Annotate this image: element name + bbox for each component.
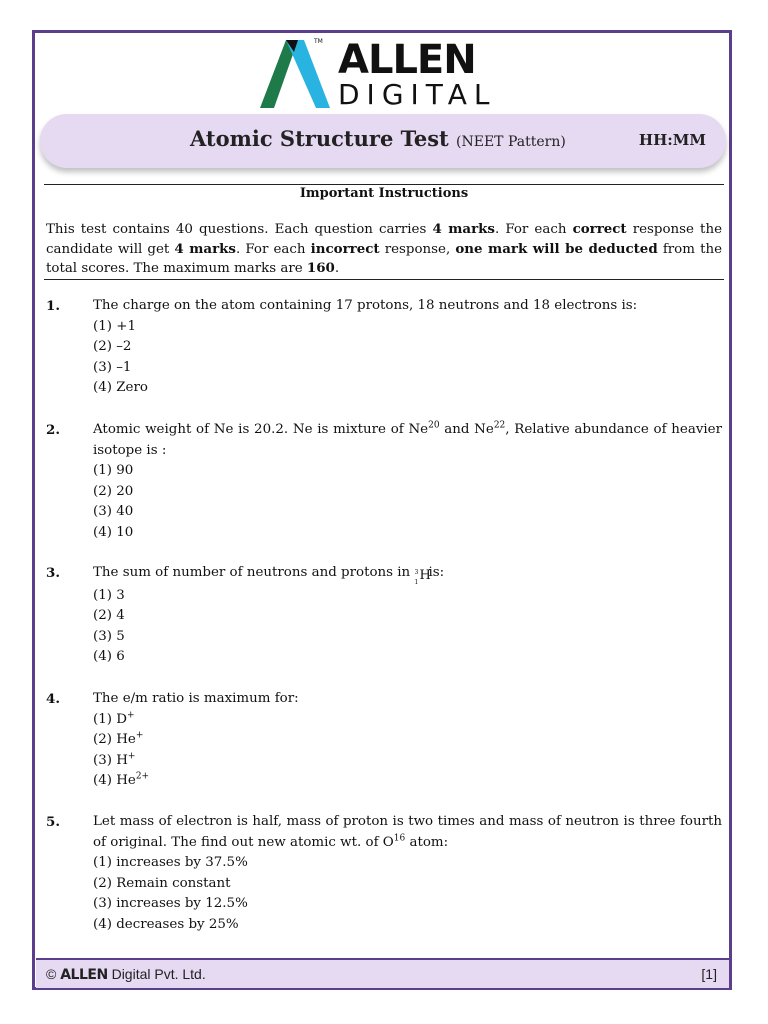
instr-bold: correct (572, 221, 627, 237)
question-text: The e/m ratio is maximum for: (93, 691, 299, 706)
option (93, 751, 722, 772)
question-4 (46, 689, 722, 792)
option: (4) 10 (93, 524, 134, 540)
test-title: Atomic Structure Test (190, 126, 449, 151)
option (93, 710, 722, 731)
instr-part: . (334, 261, 340, 276)
option: (1) +1 (93, 318, 136, 334)
question-1 (46, 296, 722, 399)
copyright-symbol: © (46, 966, 57, 982)
question-text (93, 812, 722, 853)
instr-bold: 160 (306, 260, 335, 276)
superscript: 22 (493, 420, 506, 431)
question-5 (46, 812, 722, 935)
allen-digital-logo (258, 38, 513, 110)
superscript: + (127, 751, 136, 762)
option: (2) –2 (93, 339, 132, 354)
instr-bold: one mark will be deducted (455, 240, 658, 257)
superscript: + (126, 710, 135, 721)
option: (2) Remain constant (93, 875, 231, 891)
option: (3) increases by 12.5% (93, 896, 248, 911)
instr-part: response, (379, 241, 456, 257)
question-number: 5. (46, 814, 60, 830)
instr-part: from the total scores. The maximum marks are (46, 241, 723, 276)
option: (3) 5 (93, 628, 125, 644)
option: (1) 90 (93, 463, 134, 478)
option (93, 771, 722, 792)
option: (1) increases by 37.5% (93, 855, 248, 870)
option: (4) 6 (93, 649, 125, 664)
page-title (190, 126, 566, 151)
question-2 (46, 420, 722, 543)
option-label: (3) H (93, 752, 128, 768)
instr-part: response the candidate will get (46, 222, 722, 257)
test-pattern: (NEET Pattern) (456, 134, 566, 150)
text-part: The sum of number of neutrons and protons in (93, 565, 415, 580)
divider (44, 279, 724, 280)
superscript: 20 (428, 420, 440, 431)
text-part: Atomic weight of Ne is 20.2. Ne is mixture of Ne (93, 422, 429, 437)
instr-bold: incorrect (310, 240, 380, 257)
superscript: + (135, 730, 144, 741)
superscript: 16 (393, 833, 406, 844)
option: (4) Zero (93, 380, 148, 395)
text-part: , Relative abundance of heavier isotope is : (93, 422, 723, 458)
trademark-label: TM (314, 38, 323, 45)
time-placeholder: HH:MM (638, 131, 706, 149)
divider (44, 184, 724, 185)
mass-number: 3 (414, 568, 419, 576)
question-number: 4. (46, 691, 60, 707)
title-banner (40, 114, 726, 168)
option: (3) 40 (93, 504, 134, 519)
instr-part: . For each (235, 241, 311, 257)
option: (3) –1 (93, 359, 132, 375)
text-part: is: (428, 565, 445, 580)
instructions-text (46, 220, 722, 279)
instr-part: This test contains 40 questions. Each question carries (46, 222, 433, 237)
option-label: (4) He (93, 773, 136, 788)
nuclide-symbol (414, 566, 431, 586)
logo-word: ALLEN (338, 37, 476, 83)
instr-part: . For each (494, 222, 573, 237)
allen-a-mark-icon (258, 38, 338, 110)
question-text (93, 563, 722, 584)
option: (2) 20 (93, 483, 134, 499)
superscript: 2+ (135, 771, 150, 782)
option-label: (1) D (93, 711, 127, 727)
question-number: 2. (46, 422, 60, 438)
question-text: The charge on the atom containing 17 protons, 18 neutrons and 18 electrons is: (93, 298, 638, 313)
page-footer (36, 958, 729, 988)
option: (2) 4 (93, 608, 125, 623)
question-number: 1. (46, 298, 60, 314)
page-number: [1] (701, 966, 717, 982)
question-number: 3. (46, 565, 60, 581)
option: (4) decreases by 25% (93, 916, 239, 932)
footer-copyright (46, 966, 206, 983)
question-3 (46, 563, 722, 668)
footer-brand: ALLEN (60, 967, 108, 983)
logo-subword: DIGITAL (338, 78, 497, 111)
text-part: atom: (405, 834, 449, 850)
option (93, 730, 722, 751)
option: (1) 3 (93, 587, 125, 603)
option-label: (2) He (93, 732, 136, 747)
text-part: and Ne (439, 422, 494, 437)
instr-bold: 4 marks (174, 240, 236, 257)
instructions-heading: Important Instructions (299, 186, 469, 201)
text-part: Let mass of electron is half, mass of proton is two times and mass of neutron is three fourth of original. The find out new atomic wt. of O (93, 814, 722, 850)
element-symbol: H (419, 567, 431, 583)
atomic-number: 1 (414, 578, 419, 586)
footer-company: Digital Pvt. Ltd. (107, 966, 206, 982)
instr-bold: 4 marks (432, 221, 495, 237)
question-text (93, 420, 722, 461)
